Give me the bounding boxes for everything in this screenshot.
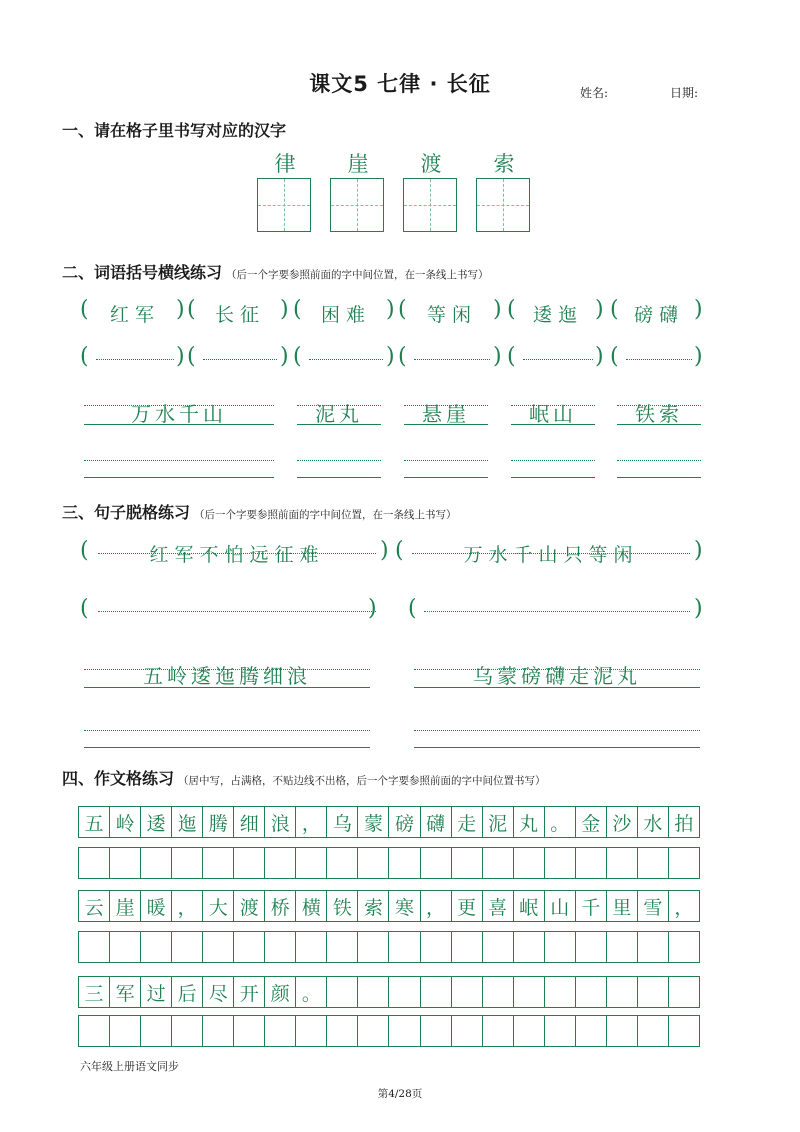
grid-cell-blank[interactable] — [545, 848, 576, 878]
grid-cell — [452, 977, 483, 1007]
grid-cell: 岷 — [514, 891, 545, 921]
writing-line[interactable] — [404, 477, 488, 478]
grid-cell-blank[interactable] — [576, 1016, 607, 1046]
paren-close: ) — [694, 344, 703, 369]
paren-open: ( — [187, 344, 196, 369]
grid-cell-blank[interactable] — [141, 932, 172, 962]
grid-cell-blank[interactable] — [545, 1016, 576, 1046]
line-word: 万水千山 — [131, 402, 227, 426]
paren-open: ( — [80, 344, 89, 369]
grid-cell-blank[interactable] — [514, 932, 545, 962]
writing-line[interactable] — [96, 359, 174, 360]
paren-word: 磅礴 — [633, 304, 684, 326]
writing-line[interactable] — [297, 477, 381, 478]
grid-cell — [669, 977, 699, 1007]
grid-cell-blank[interactable] — [203, 932, 234, 962]
grid-cell: 云 — [79, 891, 110, 921]
grid-cell: 山 — [545, 891, 576, 921]
grid-cell — [607, 977, 638, 1007]
composition-row — [78, 806, 700, 838]
grid-cell — [514, 977, 545, 1007]
writing-line[interactable] — [523, 359, 593, 360]
grid-cell: 雪 — [638, 891, 669, 921]
char-label: 索 — [493, 152, 515, 176]
grid-cell-blank[interactable] — [110, 848, 141, 878]
grid-cell: 泥 — [483, 807, 514, 837]
paren-open: ( — [610, 344, 619, 369]
grid-cell: 乌 — [327, 807, 358, 837]
paren-open: ( — [80, 596, 89, 621]
grid-cell: 千 — [576, 891, 607, 921]
paren-word: 红军 — [109, 304, 160, 326]
grid-cell: 开 — [234, 977, 265, 1007]
grid-cell-blank[interactable] — [421, 1016, 452, 1046]
grid-cell-blank[interactable] — [576, 848, 607, 878]
grid-cell: 里 — [607, 891, 638, 921]
footer-text: 六年级上册语文同步 — [80, 1060, 179, 1073]
writing-line[interactable] — [617, 477, 701, 478]
guide-line — [511, 460, 595, 461]
grid-cell: 军 — [110, 977, 141, 1007]
paren-word: 等闲 — [426, 304, 477, 326]
page-title: 课文5 七律 · 长征 — [309, 72, 491, 96]
grid-cell — [545, 977, 576, 1007]
grid-cell: 大 — [203, 891, 234, 921]
grid-cell-blank[interactable] — [172, 848, 203, 878]
base-line — [404, 424, 488, 425]
grid-cell-blank[interactable] — [358, 848, 389, 878]
grid-cell: 礴 — [421, 807, 452, 837]
grid-cell-blank[interactable] — [607, 932, 638, 962]
paren-word: 逶迤 — [532, 304, 583, 326]
grid-cell-blank[interactable] — [483, 848, 514, 878]
grid-cell-blank[interactable] — [545, 932, 576, 962]
writing-line[interactable] — [424, 611, 690, 612]
line-sentence: 乌蒙磅礴走泥丸 — [473, 664, 641, 688]
grid-cell-blank[interactable] — [79, 1016, 110, 1046]
name-label: 姓名: — [580, 86, 609, 100]
paren-open: ( — [610, 297, 619, 322]
base-line — [414, 687, 700, 688]
tian-grid-box[interactable] — [330, 178, 384, 232]
section4-note: （居中写，占满格，不贴边线不出格，后一个字要参照前面的字中间位置书写） — [178, 775, 546, 787]
writing-line[interactable] — [414, 747, 700, 748]
grid-cell — [389, 977, 420, 1007]
grid-cell-blank[interactable] — [110, 1016, 141, 1046]
grid-cell — [421, 977, 452, 1007]
grid-cell: ， — [674, 896, 694, 919]
line-word: 铁索 — [635, 402, 683, 426]
grid-cell: ， — [421, 891, 452, 921]
paren-close: ) — [386, 344, 395, 369]
grid-cell-blank[interactable] — [638, 932, 669, 962]
paren-close: ) — [493, 297, 502, 322]
grid-cell: 索 — [358, 891, 389, 921]
base-line — [617, 424, 701, 425]
grid-cell-blank[interactable] — [234, 1016, 265, 1046]
paren-close: ) — [694, 297, 703, 322]
writing-line[interactable] — [84, 747, 370, 748]
grid-cell: 喜 — [483, 891, 514, 921]
writing-line[interactable] — [511, 477, 595, 478]
grid-cell: 沙 — [607, 807, 638, 837]
paren-open: ( — [187, 297, 196, 322]
section2-heading: 二、词语括号横线练习 （后一个字要参照前面的字中间位置，在一条线上书写） — [62, 263, 489, 282]
base-line — [511, 424, 595, 425]
line-word: 悬崖 — [422, 402, 470, 426]
grid-cell-blank[interactable] — [358, 1016, 389, 1046]
grid-cell-blank[interactable] — [638, 848, 669, 878]
paren-close: ) — [386, 297, 395, 322]
base-line — [84, 424, 274, 425]
paren-close: ) — [595, 297, 604, 322]
grid-cell: 拍 — [674, 812, 694, 835]
grid-cell: 横 — [296, 891, 327, 921]
grid-cell — [358, 977, 389, 1007]
grid-cell-blank[interactable] — [79, 848, 110, 878]
section3-heading: 三、句子脱格练习 （后一个字要参照前面的字中间位置，在一条线上书写） — [62, 503, 457, 522]
grid-cell-blank[interactable] — [141, 848, 172, 878]
paren-open: ( — [395, 538, 404, 563]
grid-cell-blank[interactable] — [514, 1016, 545, 1046]
grid-cell: 水 — [638, 807, 669, 837]
grid-cell-blank[interactable] — [389, 848, 420, 878]
writing-line[interactable] — [203, 359, 277, 360]
grid-cell: 颜 — [265, 977, 296, 1007]
paren-close: ) — [280, 297, 289, 322]
grid-cell-blank[interactable] — [234, 932, 265, 962]
paren-close: ) — [380, 538, 389, 563]
grid-cell — [327, 977, 358, 1007]
guide-line — [414, 730, 700, 731]
grid-cell: 渡 — [234, 891, 265, 921]
grid-cell-blank[interactable] — [669, 932, 699, 962]
composition-row-blank — [78, 847, 700, 879]
paren-close: ) — [368, 596, 377, 621]
grid-cell: 走 — [452, 807, 483, 837]
grid-cell: 五 — [79, 807, 110, 837]
grid-cell: 更 — [452, 891, 483, 921]
grid-cell — [483, 977, 514, 1007]
grid-cell: 暖 — [141, 891, 172, 921]
paren-close: ) — [280, 344, 289, 369]
guide-line — [404, 460, 488, 461]
grid-cell: 崖 — [110, 891, 141, 921]
writing-line[interactable] — [626, 359, 692, 360]
grid-cell-blank[interactable] — [79, 932, 110, 962]
grid-cell-blank[interactable] — [452, 932, 483, 962]
grid-cell: 尽 — [203, 977, 234, 1007]
grid-cell-blank[interactable] — [607, 1016, 638, 1046]
writing-line[interactable] — [84, 477, 274, 478]
writing-line[interactable] — [98, 611, 376, 612]
grid-cell-blank[interactable] — [203, 1016, 234, 1046]
grid-cell-blank[interactable] — [389, 1016, 420, 1046]
grid-cell: ， — [296, 807, 327, 837]
paren-open: ( — [507, 344, 516, 369]
grid-cell-blank[interactable] — [296, 1016, 327, 1046]
base-line — [84, 687, 370, 688]
grid-cell-blank[interactable] — [358, 932, 389, 962]
composition-row-blank — [78, 1015, 700, 1047]
page-number: 第4/28页 — [377, 1088, 423, 1100]
paren-open: ( — [293, 344, 302, 369]
paren-close: ) — [493, 344, 502, 369]
grid-cell: 迤 — [172, 807, 203, 837]
grid-cell: 过 — [141, 977, 172, 1007]
grid-cell: 丸 — [514, 807, 545, 837]
char-label: 崖 — [347, 152, 369, 176]
paren-open: ( — [80, 297, 89, 322]
paren-open: ( — [398, 344, 407, 369]
guide-line — [617, 460, 701, 461]
guide-line — [297, 460, 381, 461]
grid-cell-blank[interactable] — [576, 932, 607, 962]
grid-cell-blank[interactable] — [483, 1016, 514, 1046]
line-word: 岷山 — [529, 402, 577, 426]
grid-cell-blank[interactable] — [265, 848, 296, 878]
paren-open: ( — [293, 297, 302, 322]
section3-note: （后一个字要参照前面的字中间位置，在一条线上书写） — [194, 509, 457, 521]
grid-cell: 金 — [576, 807, 607, 837]
grid-cell: 寒 — [389, 891, 420, 921]
grid-cell-blank[interactable] — [327, 932, 358, 962]
grid-cell: 细 — [234, 807, 265, 837]
paren-close: ) — [694, 596, 703, 621]
grid-cell-blank[interactable] — [421, 848, 452, 878]
grid-cell-blank[interactable] — [452, 1016, 483, 1046]
grid-cell: 三 — [79, 977, 110, 1007]
grid-cell — [638, 977, 669, 1007]
grid-cell-blank[interactable] — [296, 932, 327, 962]
grid-cell: 逶 — [141, 807, 172, 837]
paren-sentence: 万水千山只等闲 — [463, 544, 639, 566]
char-label: 渡 — [420, 152, 442, 176]
section1-heading: 一、请在格子里书写对应的汉字 — [62, 121, 287, 140]
composition-row — [78, 976, 700, 1008]
paren-sentence: 红军不怕远征难 — [149, 544, 325, 566]
guide-line — [84, 730, 370, 731]
grid-cell: 铁 — [327, 891, 358, 921]
grid-cell-blank[interactable] — [172, 932, 203, 962]
grid-cell-blank[interactable] — [452, 848, 483, 878]
tian-grid-box[interactable] — [257, 178, 311, 232]
grid-cell-blank[interactable] — [669, 848, 699, 878]
paren-close: ) — [176, 344, 185, 369]
grid-cell-blank[interactable] — [638, 1016, 669, 1046]
grid-cell — [576, 977, 607, 1007]
grid-cell-blank[interactable] — [172, 1016, 203, 1046]
grid-cell-blank[interactable] — [296, 848, 327, 878]
grid-cell: 磅 — [389, 807, 420, 837]
grid-cell-blank[interactable] — [234, 848, 265, 878]
writing-line[interactable] — [309, 359, 383, 360]
line-sentence: 五岭逶迤腾细浪 — [143, 664, 311, 688]
paren-close: ) — [595, 344, 604, 369]
date-label: 日期: — [670, 86, 699, 100]
tian-grid-box[interactable] — [403, 178, 457, 232]
tian-grid-box[interactable] — [476, 178, 530, 232]
grid-cell-blank[interactable] — [389, 932, 420, 962]
grid-cell-blank[interactable] — [203, 848, 234, 878]
writing-line[interactable] — [414, 359, 490, 360]
grid-cell-blank[interactable] — [110, 932, 141, 962]
grid-cell: 浪 — [265, 807, 296, 837]
guide-line — [84, 460, 274, 461]
paren-word: 长征 — [214, 304, 265, 326]
paren-close: ) — [176, 297, 185, 322]
grid-cell-blank[interactable] — [669, 1016, 699, 1046]
grid-cell-blank[interactable] — [483, 932, 514, 962]
paren-word: 困难 — [320, 304, 371, 326]
grid-cell-blank[interactable] — [327, 848, 358, 878]
base-line — [297, 424, 381, 425]
section2-note: （后一个字要参照前面的字中间位置，在一条线上书写） — [226, 269, 489, 281]
grid-cell-blank[interactable] — [607, 848, 638, 878]
grid-cell: ， — [172, 891, 203, 921]
paren-open: ( — [398, 297, 407, 322]
grid-cell: 后 — [172, 977, 203, 1007]
section4-heading: 四、作文格练习 （居中写，占满格，不贴边线不出格，后一个字要参照前面的字中间位置书写） — [62, 769, 546, 788]
composition-row — [78, 890, 700, 922]
paren-open: ( — [80, 538, 89, 563]
grid-cell: 腾 — [203, 807, 234, 837]
grid-cell-blank[interactable] — [514, 848, 545, 878]
paren-close: ) — [694, 538, 703, 563]
line-word: 泥丸 — [315, 402, 363, 426]
paren-open: ( — [507, 297, 516, 322]
grid-cell: 蒙 — [358, 807, 389, 837]
paren-open: ( — [408, 596, 417, 621]
composition-row-blank — [78, 931, 700, 963]
grid-cell-blank[interactable] — [265, 1016, 296, 1046]
grid-cell-blank[interactable] — [141, 1016, 172, 1046]
grid-cell: 桥 — [265, 891, 296, 921]
char-label: 律 — [274, 152, 296, 176]
grid-cell: 。 — [296, 977, 327, 1007]
grid-cell-blank[interactable] — [265, 932, 296, 962]
grid-cell-blank[interactable] — [421, 932, 452, 962]
grid-cell: 。 — [545, 807, 576, 837]
grid-cell: 岭 — [110, 807, 141, 837]
grid-cell-blank[interactable] — [327, 1016, 358, 1046]
